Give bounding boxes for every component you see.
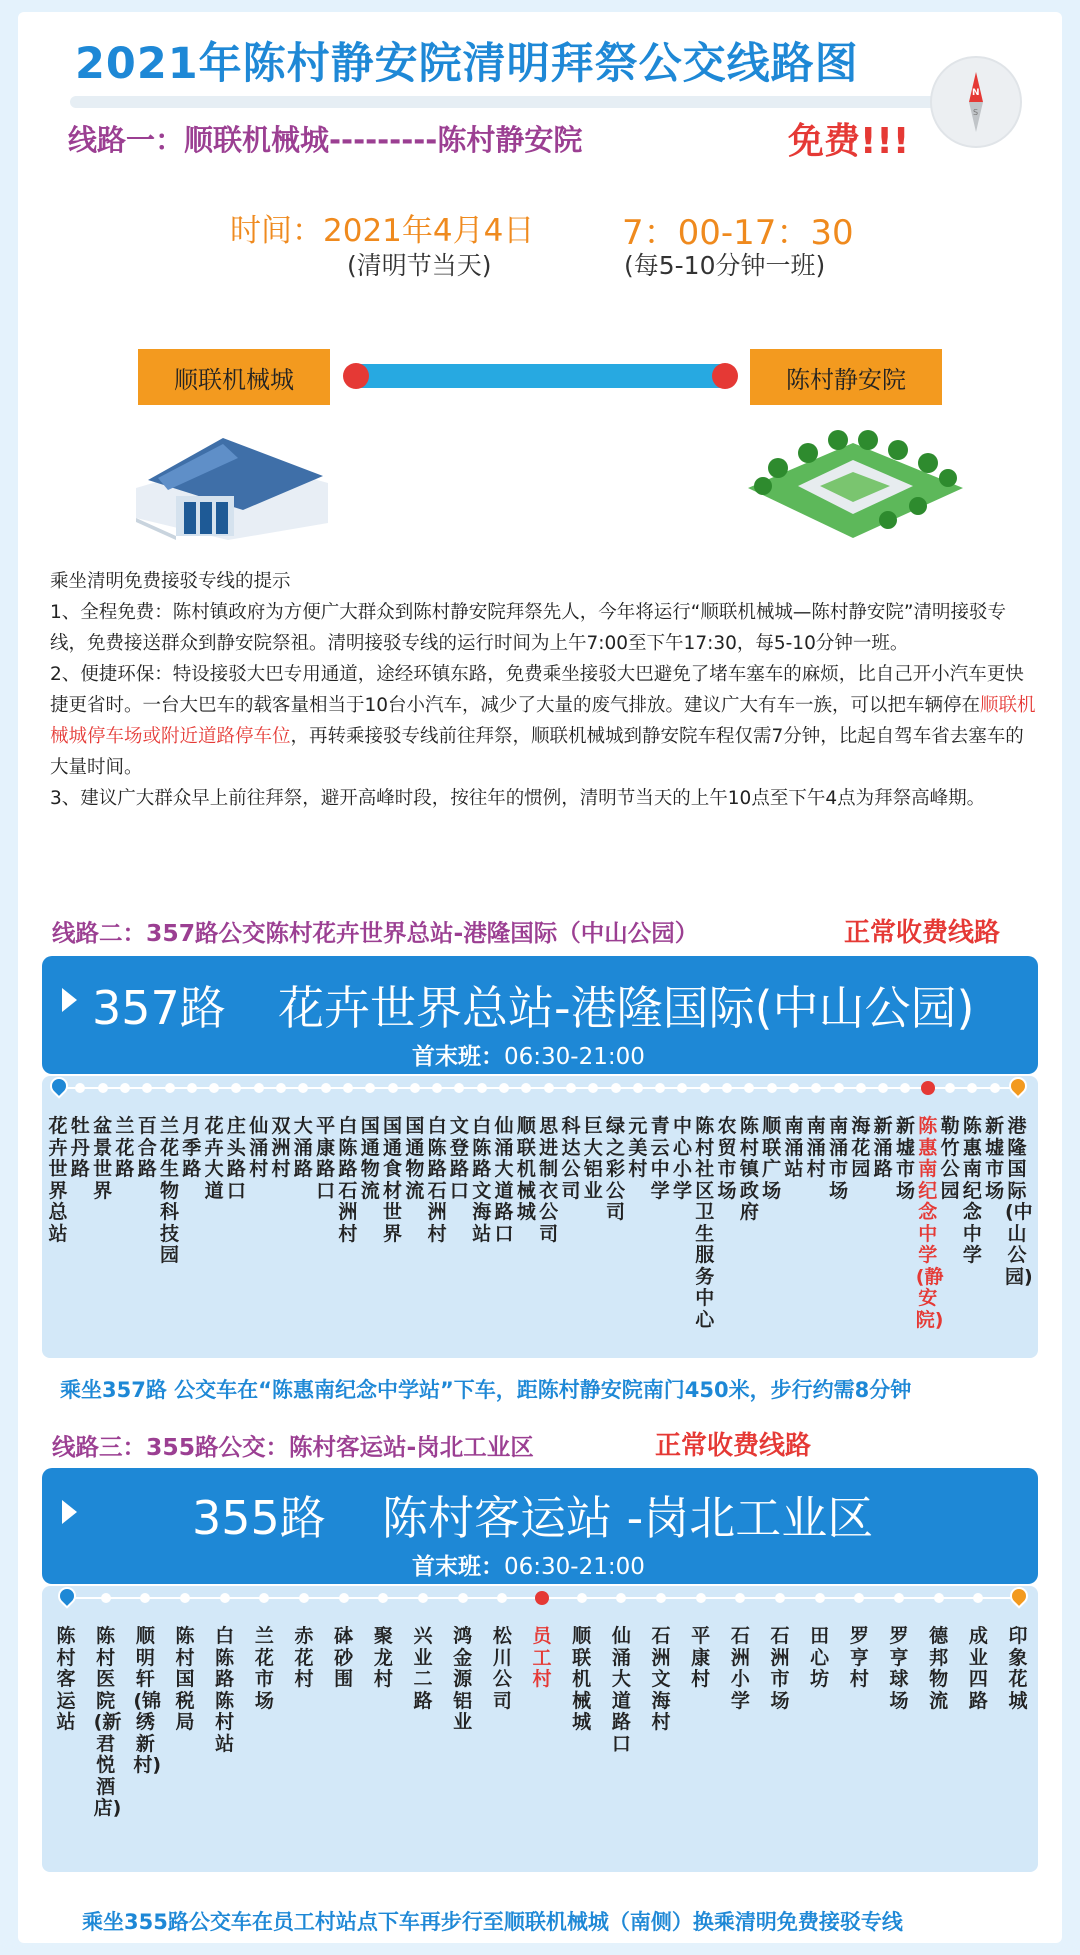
stop-name: 青云中学: [650, 1115, 670, 1202]
stop-name: 成业四路: [968, 1625, 988, 1712]
stop-name: 顺明轩(锦绣新村): [133, 1625, 162, 1776]
stop-name: 陈村国税局: [175, 1625, 195, 1733]
stop-dot: [101, 1593, 111, 1603]
stop-name: 国通物流: [360, 1115, 380, 1202]
stop-name: 德邦物流: [929, 1625, 949, 1712]
stop-name: 花卉世界总站: [48, 1115, 68, 1245]
stop-name: 牡丹路: [70, 1115, 90, 1180]
stop-name: 巨大铝业: [583, 1115, 603, 1202]
stop-name: 石洲文海村: [651, 1625, 671, 1733]
stop-dot: [343, 1083, 353, 1093]
stop-name: 元美村: [628, 1115, 648, 1180]
stop-dot: [934, 1593, 944, 1603]
route3-paid-badge: 正常收费线路: [655, 1431, 812, 1461]
stop-dot: [120, 1083, 130, 1093]
stop-name: 陈惠南纪念中学: [962, 1115, 982, 1266]
stop-name: 花卉大道: [204, 1115, 224, 1202]
route2-schedule: [412, 1038, 645, 1071]
tips-free-ride: 1、全程免费：陈村镇政府为方便广大群众到陈村静安院拜祭先人，今年将运行“顺联机械城—陈村静安院”清明接驳专线，免费接送群众到静安院祭祖。清明接驳专线的运行时间为上午7:00至下午17:30，每5-10分钟一班。: [50, 602, 1006, 654]
stop-name: 聚龙村: [373, 1625, 393, 1690]
stop-name: 罗亨球场: [889, 1625, 909, 1712]
stop-dot: [990, 1083, 1000, 1093]
route3-schedule-time: 06:30-21:00: [504, 1554, 645, 1580]
stop-name: 白陈路石洲村: [427, 1115, 447, 1245]
stop-dot: [165, 1083, 175, 1093]
stop-name: 双洲村: [271, 1115, 291, 1180]
route1-line: [352, 364, 726, 388]
route3-header: [42, 1468, 1038, 1584]
temple-illustration: [738, 418, 968, 543]
stop-name: 白陈路石洲村: [338, 1115, 358, 1245]
stop-dot: [98, 1083, 108, 1093]
stop-dot: [700, 1083, 710, 1093]
route2-header: [42, 956, 1038, 1074]
route2-bus-number: 357路: [92, 981, 226, 1035]
stop-name: 兰花市场: [254, 1625, 274, 1712]
stop-name: 陈村社区卫生服务中心: [695, 1115, 715, 1331]
stop-dot: [775, 1593, 785, 1603]
stop-name: 兰花生物科技园: [159, 1115, 179, 1266]
stop-name: 港隆国际(中山公园): [1005, 1115, 1033, 1288]
stop-dot: [856, 1083, 866, 1093]
stop-name: 百合路: [137, 1115, 157, 1180]
stop-dot: [577, 1593, 587, 1603]
stop-dot: [656, 1593, 666, 1603]
tips-parking-highlight: 顺联机械城停车场或附近道路停车位: [50, 695, 1036, 747]
stop-name: 砵砂围: [334, 1625, 354, 1690]
stop-dot: [187, 1083, 197, 1093]
stop-dot: [418, 1593, 428, 1603]
stop-dot: [339, 1593, 349, 1603]
route3-bus-number: 355路: [192, 1491, 326, 1545]
stop-dot: [180, 1593, 190, 1603]
stop-name: 南涌市场: [829, 1115, 849, 1202]
stop-name: 员工村: [532, 1625, 552, 1690]
tips-section: [50, 566, 1040, 814]
stop-name: 陈村镇政府: [739, 1115, 759, 1223]
stop-name: 仙涌大道路口: [611, 1625, 631, 1755]
route2-track-line: [58, 1087, 1017, 1089]
route3-label: 线路三：355路公交：陈村客运站-岗北工业区: [52, 1433, 534, 1461]
stop-name: 月季路: [182, 1115, 202, 1180]
stop-name: 兴业二路: [413, 1625, 433, 1712]
stop-name: 兰花路: [115, 1115, 135, 1180]
stop-name: 石洲市场: [770, 1625, 790, 1712]
stop-name: 田心坊: [810, 1625, 830, 1690]
stop-dot: [220, 1593, 230, 1603]
stop-dot: [815, 1593, 825, 1603]
play-icon: [62, 1500, 77, 1524]
stop-name: 新墟市场: [985, 1115, 1005, 1202]
stop-dot: [499, 1083, 509, 1093]
stop-name: 仙涌大道路口: [494, 1115, 514, 1245]
stop-name: 石洲小学: [730, 1625, 750, 1712]
stop-name: 新墟市场: [895, 1115, 915, 1202]
stop-name: 陈村客运站: [56, 1625, 76, 1733]
stop-name: 罗亨村: [849, 1625, 869, 1690]
building-illustration: [128, 428, 333, 543]
stop-name: 南涌村: [806, 1115, 826, 1180]
stop-name: 陈村医院(新君悦酒店): [93, 1625, 122, 1819]
route2-schedule-time: 06:30-21:00: [504, 1044, 645, 1070]
current-stop-dot: [535, 1591, 549, 1605]
stop-name: 顺联机械城: [516, 1115, 536, 1223]
stop-dot: [611, 1083, 621, 1093]
stop-name: 鸿金源铝业: [453, 1625, 473, 1733]
stop-dot: [894, 1593, 904, 1603]
stop-name: 平康村: [691, 1625, 711, 1690]
tips-heading: 乘坐清明免费接驳专线的提示: [50, 571, 291, 592]
route2-note: 乘坐357路 公交车在“陈惠南纪念中学站”下车，距陈村静安院南门450米，步行约需8分钟: [60, 1378, 912, 1402]
stop-name: 盆景世界: [93, 1115, 113, 1202]
stop-name: 白陈路陈村站: [215, 1625, 235, 1755]
stop-dot: [299, 1593, 309, 1603]
route1-start-station: 顺联机械城: [138, 349, 330, 405]
stop-name: 松川公司: [492, 1625, 512, 1712]
route1-label: 线路一：顺联机械城---------陈村静安院: [68, 123, 583, 157]
stop-dot: [410, 1083, 420, 1093]
route2-terminals: 花卉世界总站-港隆国际(中山公园): [278, 981, 975, 1035]
route2-schedule-label: 首末班：: [412, 1044, 504, 1070]
play-icon: [62, 988, 77, 1012]
route3-schedule: [412, 1548, 645, 1581]
stop-dot: [696, 1593, 706, 1603]
compass-north-label: N: [972, 88, 980, 98]
stop-dot: [722, 1083, 732, 1093]
stop-name: 顺联广场: [762, 1115, 782, 1202]
stop-dot: [388, 1083, 398, 1093]
stop-name: 中心小学: [672, 1115, 692, 1202]
route1-date-note: (清明节当天): [347, 251, 492, 280]
page-title: 2021年陈村静安院清明拜祭公交线路图: [75, 39, 859, 89]
stop-name: 新涌路: [873, 1115, 893, 1180]
current-stop-dot: [921, 1081, 935, 1095]
stop-dot: [834, 1083, 844, 1093]
stop-name: 大涌路: [293, 1115, 313, 1180]
stop-dot: [477, 1083, 487, 1093]
stop-name: 国通物流: [405, 1115, 425, 1202]
stop-dot: [276, 1083, 286, 1093]
title-underline: [70, 96, 950, 108]
stop-dot: [458, 1593, 468, 1603]
route1-hours: 7：00-17：30: [622, 213, 854, 253]
stop-name: 印象花城: [1008, 1625, 1028, 1712]
stop-name: 国通食材世界: [383, 1115, 403, 1245]
stop-name: 勒竹公园: [940, 1115, 960, 1202]
stop-name: 农贸市场: [717, 1115, 737, 1202]
stop-name: 庄头路口: [226, 1115, 246, 1202]
stop-name: 仙涌村: [249, 1115, 269, 1180]
tips-convenience-text: 2、便捷环保：特设接驳大巴专用通道，途经环镇东路，免费乘坐接驳大巴避免了堵车塞车的麻烦，比自己开小汽车更快捷更省时。一台大巴车的载客量相当于10台小汽车，减少了大量的废气排放。建议广大有车一族，可以把车辆停在: [50, 664, 1024, 716]
route1-start-dot: [343, 363, 369, 389]
stop-name: 顺联机械城: [572, 1625, 592, 1733]
tips-convenience-text-end: ，再转乘接驳专线前往拜祭，顺联机械城到静安院车程仅需7分钟，比起自驾车省去塞车的大量时间。: [50, 726, 1024, 778]
route3-terminals: 陈村客运站 -岗北工业区: [382, 1491, 874, 1545]
route3-note: 乘坐355路公交车在员工村站点下车再步行至顺联机械城（南侧）换乘清明免费接驳专线: [82, 1910, 903, 1934]
route1-end-dot: [712, 363, 738, 389]
stop-dot: [544, 1083, 554, 1093]
stop-name: 陈惠南纪念中学(静安院): [915, 1115, 944, 1331]
stop-name: 文登路口: [449, 1115, 469, 1202]
free-badge: 免费!!!: [788, 121, 910, 162]
route2-paid-badge: 正常收费线路: [844, 918, 1001, 948]
compass-icon: [930, 56, 1022, 148]
tips-convenience: [50, 659, 1040, 783]
route1-frequency: (每5-10分钟一班): [624, 251, 826, 280]
stop-name: 南涌站: [784, 1115, 804, 1180]
stop-name: 科达公司: [561, 1115, 581, 1202]
stop-dot: [254, 1083, 264, 1093]
route1-end-station: 陈村静安院: [750, 349, 942, 405]
stop-dot: [633, 1083, 643, 1093]
route2-label: 线路二：357路公交陈村花卉世界总站-港隆国际（中山公园）: [52, 919, 699, 947]
stop-name: 绿之彩公司: [606, 1115, 626, 1223]
stop-name: 白陈路文海站: [472, 1115, 492, 1245]
stop-name: 平康路口: [316, 1115, 336, 1202]
stop-dot: [789, 1083, 799, 1093]
route3-schedule-label: 首末班：: [412, 1554, 504, 1580]
tips-peak-advice: 3、建议广大群众早上前往拜祭，避开高峰时段，按往年的惯例，清明节当天的上午10点至下午4点为拜祭高峰期。: [50, 788, 986, 809]
stop-dot: [767, 1083, 777, 1093]
stop-dot: [321, 1083, 331, 1093]
stop-dot: [566, 1083, 576, 1093]
stop-name: 海花园: [851, 1115, 871, 1180]
stop-name: 思进制衣公司: [539, 1115, 559, 1245]
compass-south-label: S: [973, 108, 979, 117]
route1-date: 时间：2021年4月4日: [230, 213, 535, 249]
stop-name: 赤花村: [294, 1625, 314, 1690]
